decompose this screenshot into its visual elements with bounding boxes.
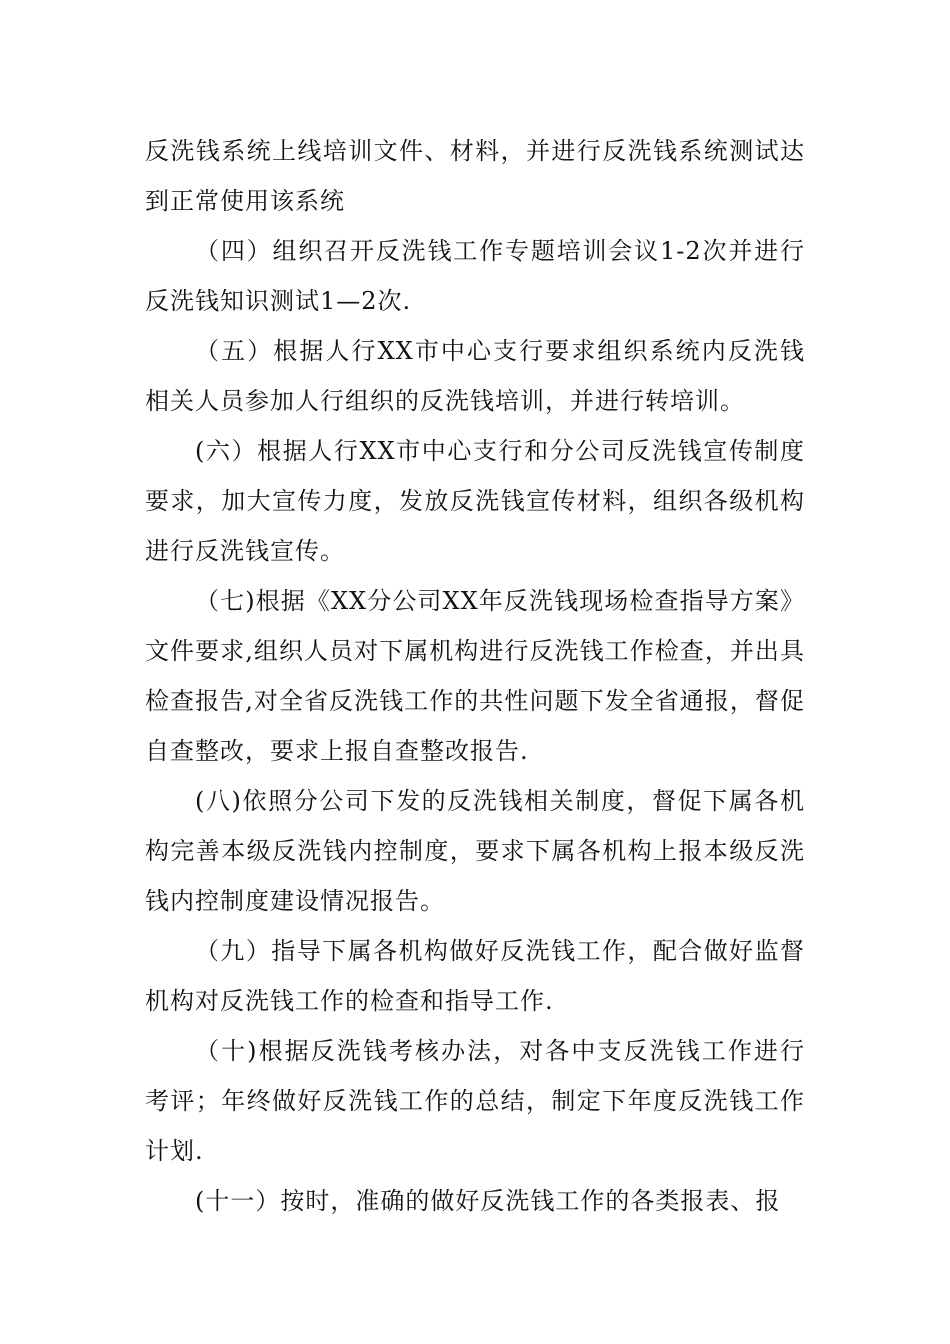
- paragraph-continuation: 反洗钱系统上线培训文件、材料，并进行反洗钱系统测试达到正常使用该系统: [145, 137, 805, 215]
- paragraph-item-4: （四）组织召开反洗钱工作专题培训会议1-2次并进行反洗钱知识测试1—2次.: [145, 237, 805, 315]
- paragraph-item-8: (八)依照分公司下发的反洗钱相关制度，督促下属各机构完善本级反洗钱内控制度，要求下属各机构上报本级反洗钱内控制度建设情况报告。: [145, 787, 805, 915]
- paragraph-item-11: (十一）按时，准确的做好反洗钱工作的各类报表、报: [195, 1187, 781, 1215]
- paragraph-item-5: （五）根据人行XX市中心支行要求组织系统内反洗钱相关人员参加人行组织的反洗钱培训，并进行转培训。: [145, 337, 805, 415]
- paragraph-item-7: （七)根据《XX分公司XX年反洗钱现场检查指导方案》文件要求,组织人员对下属机构进行反洗钱工作检查，并出具检查报告,对全省反洗钱工作的共性问题下发全省通报，督促自查整改，要求上报自查整改报告.: [145, 587, 805, 765]
- paragraph-item-9: （九）指导下属各机构做好反洗钱工作，配合做好监督机构对反洗钱工作的检查和指导工作.: [145, 937, 805, 1015]
- document-body: [145, 126, 805, 1226]
- paragraph-item-10: （十)根据反洗钱考核办法，对各中支反洗钱工作进行考评；年终做好反洗钱工作的总结，制定下年度反洗钱工作计划.: [145, 1037, 805, 1165]
- paragraph-item-6: (六）根据人行XX市中心支行和分公司反洗钱宣传制度要求，加大宣传力度，发放反洗钱宣传材料，组织各级机构进行反洗钱宣传。: [145, 437, 805, 565]
